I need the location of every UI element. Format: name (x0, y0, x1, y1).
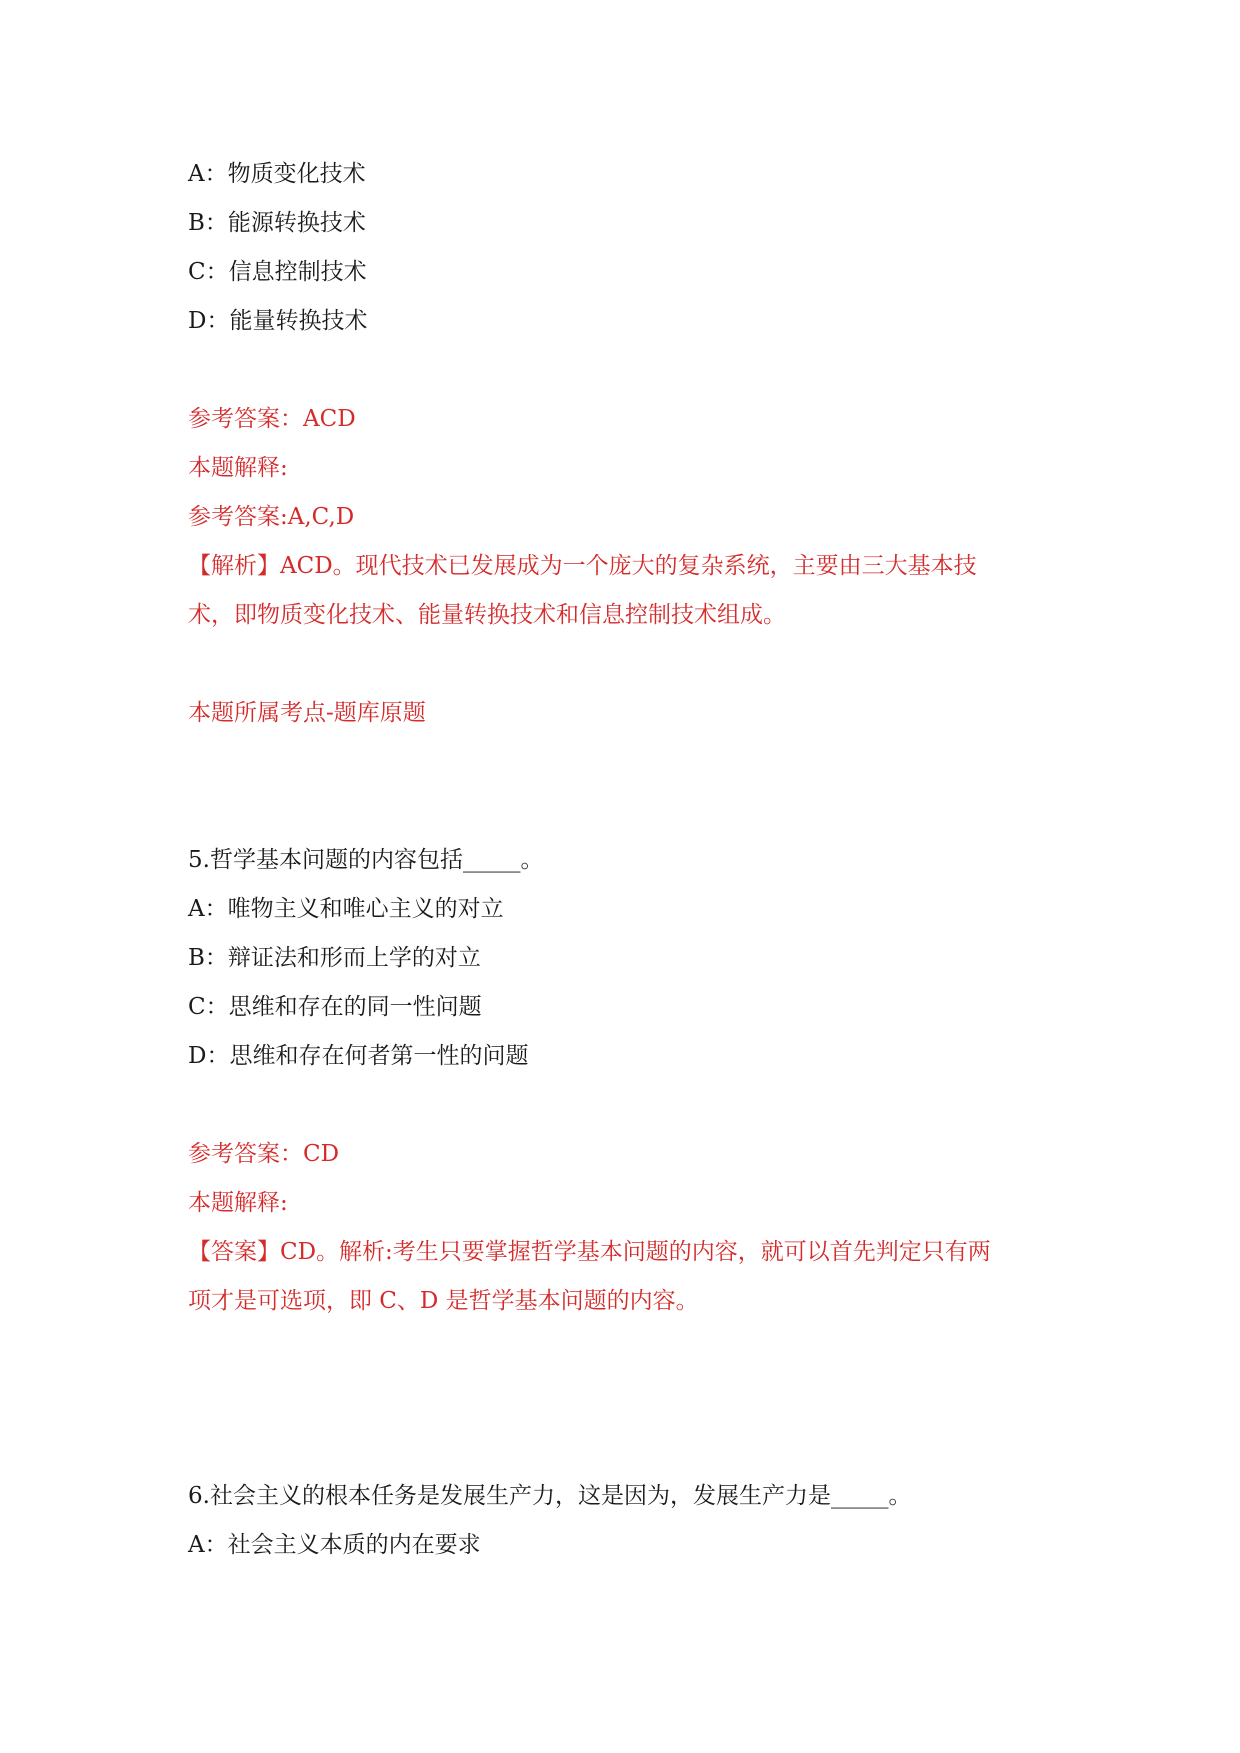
q5-analysis-line2: 项才是可选项，即 C、D 是哲学基本问题的内容。 (188, 1288, 699, 1314)
q4-answer: 参考答案：ACD (188, 406, 356, 432)
q4-option-c: C：信息控制技术 (188, 259, 367, 285)
q5-question: 5.哲学基本问题的内容包括_____。 (188, 847, 544, 873)
q4-option-a: A：物质变化技术 (188, 161, 366, 187)
q4-analysis-line1: 【解析】ACD。现代技术已发展成为一个庞大的复杂系统，主要由三大基本技 (188, 553, 977, 579)
q4-explain-title: 本题解释: (188, 455, 288, 481)
q4-topic: 本题所属考点-题库原题 (188, 700, 426, 726)
q6-option-a: A：社会主义本质的内在要求 (188, 1532, 481, 1558)
q6-question: 6.社会主义的根本任务是发展生产力，这是因为，发展生产力是_____。 (188, 1483, 912, 1509)
q4-answer-detail: 参考答案:A,C,D (188, 504, 355, 530)
q5-option-b: B：辩证法和形而上学的对立 (188, 945, 481, 971)
q5-answer: 参考答案：CD (188, 1141, 340, 1167)
q5-option-c: C：思维和存在的同一性问题 (188, 994, 482, 1020)
q4-option-d: D：能量转换技术 (188, 308, 368, 334)
q5-option-d: D：思维和存在何者第一性的问题 (188, 1043, 529, 1069)
q5-option-a: A：唯物主义和唯心主义的对立 (188, 896, 504, 922)
q5-analysis-line1: 【答案】CD。解析:考生只要掌握哲学基本问题的内容，就可以首先判定只有两 (188, 1239, 991, 1265)
q5-explain-title: 本题解释: (188, 1190, 288, 1216)
q4-option-b: B：能源转换技术 (188, 210, 366, 236)
q4-analysis-line2: 术，即物质变化技术、能量转换技术和信息控制技术组成。 (188, 602, 786, 628)
